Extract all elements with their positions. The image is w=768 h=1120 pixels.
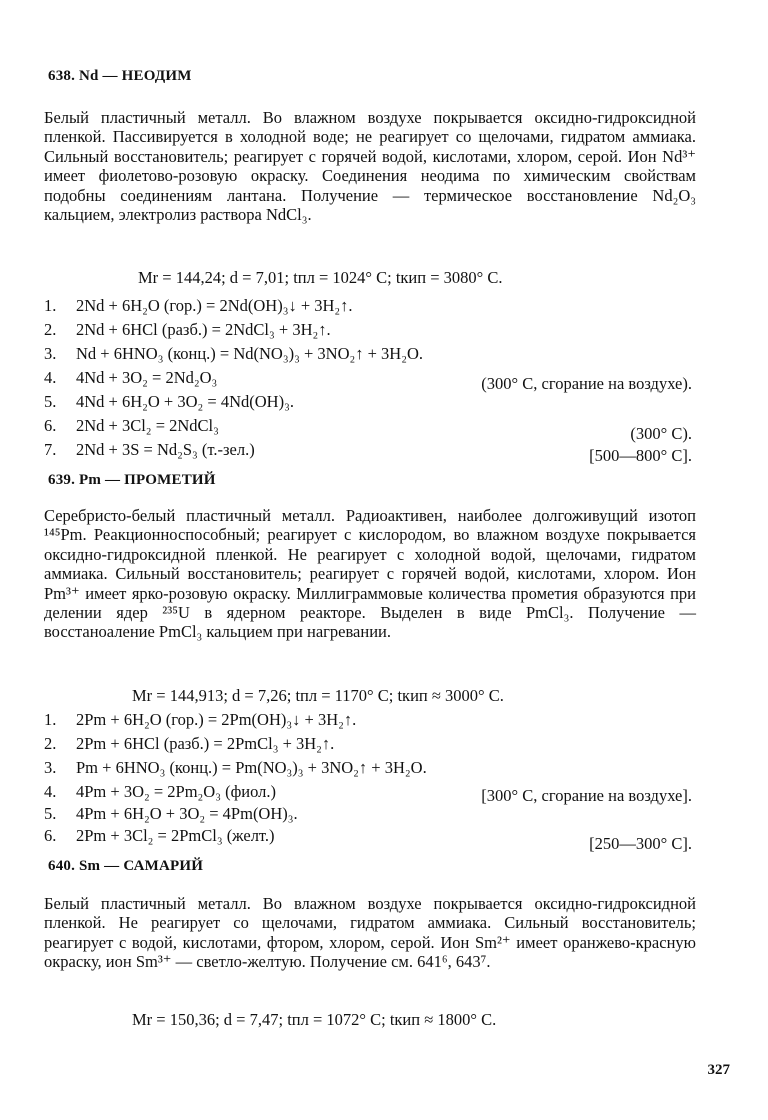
- reaction-equation: Nd + 6HNO₃ (конц.) = Nd(NO₃)₃ + 3NO₂↑ + 3H₂O.: [76, 344, 423, 363]
- reaction-number: 4.: [44, 368, 57, 387]
- page-number: 327: [707, 1062, 730, 1078]
- reaction-row: [44, 344, 696, 368]
- reaction-equation: 2Pm + 6H₂O (гор.) = 2Pm(OH)₃↓ + 3H₂↑.: [76, 710, 357, 729]
- reaction-equation: 4Pm + 3O₂ = 2Pm₂O₃ (фиол.): [76, 782, 276, 801]
- constants-nd: Mr = 144,24; d = 7,01; tпл = 1024° С; tкип = 3080° С.: [138, 268, 503, 287]
- reaction-number: 7.: [44, 440, 57, 459]
- section-heading-pm: 639. Pm — ПРОМЕТИЙ: [48, 472, 216, 488]
- reaction-row: [44, 392, 696, 416]
- reaction-row: [44, 734, 696, 758]
- reaction-number: 1.: [44, 296, 57, 315]
- reaction-number: 6.: [44, 416, 57, 435]
- reaction-equation: 4Nd + 6H₂O + 3O₂ = 4Nd(OH)₃.: [76, 392, 294, 411]
- reaction-equation: 4Nd + 3O₂ = 2Nd₂O₃: [76, 368, 218, 387]
- reaction-equation: 2Nd + 6H₂O (гор.) = 2Nd(OH)₃↓ + 3H₂↑.: [76, 296, 353, 315]
- reaction-number: 5.: [44, 804, 57, 823]
- reaction-row: [44, 804, 696, 828]
- constants-sm: Mr = 150,36; d = 7,47; tпл = 1072° С; tкип ≈ 1800° С.: [132, 1010, 497, 1029]
- reaction-number: 2.: [44, 320, 57, 339]
- reaction-conditions: [250—300° С].: [589, 834, 692, 853]
- reaction-equation: Pm + 6HNO₃ (конц.) = Pm(NO₃)₃ + 3NO₂↑ + 3H₂O.: [76, 758, 427, 777]
- reaction-number: 2.: [44, 734, 57, 753]
- reaction-number: 6.: [44, 826, 57, 845]
- reaction-conditions: (300° С, сгорание на воздухе).: [481, 374, 692, 393]
- reaction-number: 3.: [44, 758, 57, 777]
- reaction-row: [44, 782, 696, 806]
- reaction-equation: 4Pm + 6H₂O + 3O₂ = 4Pm(OH)₃.: [76, 804, 298, 823]
- section-description-sm: Белый пластичный металл. Во влажном воздухе покрывается оксидно-гидроксидной пленкой. Не реагирует со щелочами, гидратом аммиака. Сильный восстановитель; реагирует с водой, кислотами, фтором, хлором, серой. Ион Sm²⁺ имеет оранжево-красную окраску, ион Sm³⁺ — светло-желтую. Получение см. 641⁶, 643⁷.: [44, 894, 696, 972]
- reaction-row: [44, 826, 696, 853]
- reaction-equation: 2Nd + 3S = Nd₂S₃ (т.-зел.): [76, 440, 255, 459]
- section-description-pm: Серебристо-белый пластичный металл. Радиоактивен, наиболее долгоживущий изотоп ¹⁴⁵Pm. Реакционноспособный; реагирует с кислородом, во влажном воздухе покрывается оксидно-гидроксидной пленкой. Не реагирует с холодной водой, щелочами, гидратом аммиака. Сильный восстановитель; реагирует с горячей водой, кислотами, хлором. Ион Pm³⁺ имеет ярко-розовую окраску. Миллиграммовые количества прометия образуются при делении ядер ²³⁵U в ядерном реакторе. Выделен в виде PmCl₃. Получение — восстаноаление PmCl₃ кальцием при нагревании.: [44, 506, 696, 642]
- reaction-conditions: [500—800° С].: [589, 446, 692, 465]
- reaction-row: [44, 296, 696, 320]
- section-heading-nd: 638. Nd — НЕОДИМ: [48, 68, 192, 84]
- reaction-conditions: [300° С, сгорание на воздухе].: [481, 786, 692, 805]
- reaction-equation: 2Pm + 6HCl (разб.) = 2PmCl₃ + 3H₂↑.: [76, 734, 335, 753]
- reaction-number: 5.: [44, 392, 57, 411]
- reaction-row: [44, 440, 696, 464]
- reaction-equation: 2Nd + 6HCl (разб.) = 2NdCl₃ + 3H₂↑.: [76, 320, 331, 339]
- reaction-row: [44, 320, 696, 344]
- reaction-conditions: (300° С).: [630, 424, 692, 443]
- reaction-number: 1.: [44, 710, 57, 729]
- reaction-row: [44, 416, 696, 443]
- constants-pm: Mr = 144,913; d = 7,26; tпл = 1170° С; tкип ≈ 3000° С.: [132, 686, 504, 705]
- reaction-row: [44, 758, 696, 782]
- reaction-row: [44, 368, 696, 392]
- reaction-equation: 2Pm + 3Cl₂ = 2PmCl₃ (желт.): [76, 826, 275, 845]
- book-page: [38, 0, 700, 1120]
- reaction-number: 3.: [44, 344, 57, 363]
- reaction-equation: 2Nd + 3Cl₂ = 2NdCl₃: [76, 416, 219, 435]
- section-description-nd: Белый пластичный металл. Во влажном воздухе покрывается оксидно-гидроксидной пленкой. Пассивируется в холодной воде; не реагирует со щелочами, гидратом аммиака. Сильный восстановитель; реагирует с горячей водой, кислотами, хлором, серой. Ион Nd³⁺ имеет фиолетово-розовую окраску. Соединения неодима по химическим свойствам подобны соединениям лантана. Получение — термическое восстановление Nd₂O₃ кальцием, электролиз раствора NdCl₃.: [44, 108, 696, 225]
- section-heading-sm: 640. Sm — САМАРИЙ: [48, 858, 204, 874]
- reaction-row: [44, 710, 696, 734]
- reaction-number: 4.: [44, 782, 57, 801]
